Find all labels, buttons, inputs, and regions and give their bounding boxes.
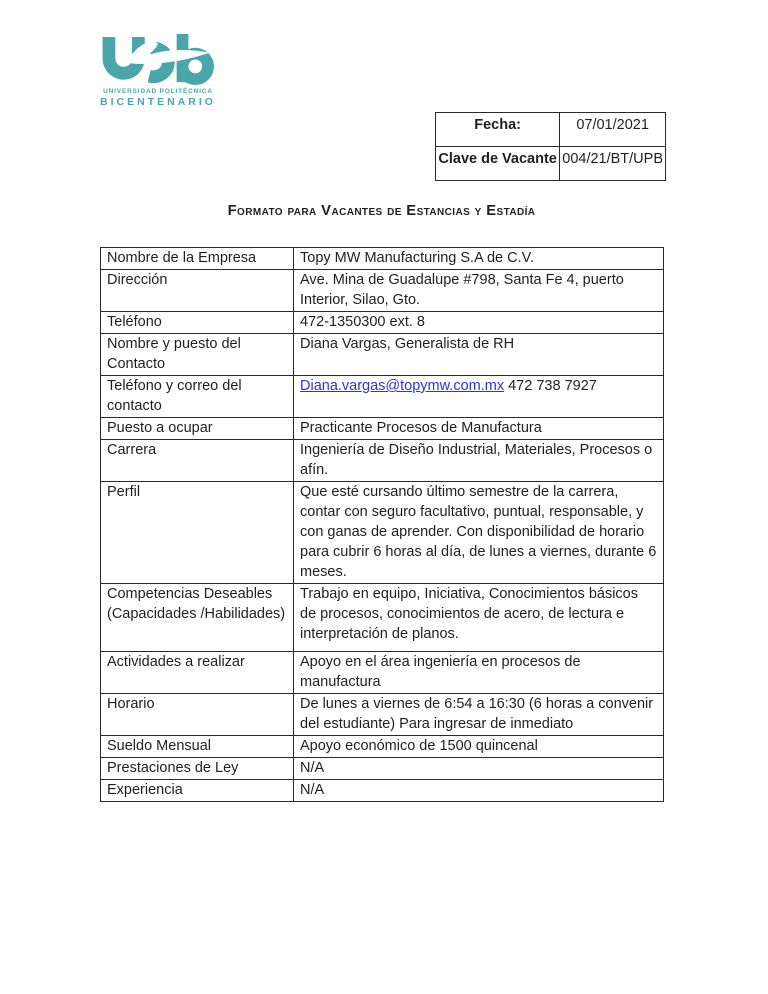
table-row xyxy=(101,334,664,376)
row-value: N/A xyxy=(294,758,664,780)
row-value: Practicante Procesos de Manufactura xyxy=(294,418,664,440)
row-label: Teléfono y correo del contacto xyxy=(101,376,294,418)
row-label: Nombre y puesto del Contacto xyxy=(101,334,294,376)
table-row xyxy=(101,780,664,802)
row-value: Topy MW Manufacturing S.A de C.V. xyxy=(294,248,664,270)
row-label: Actividades a realizar xyxy=(101,652,294,694)
row-value: Ingeniería de Diseño Industrial, Materiales, Procesos o afín. xyxy=(294,440,664,482)
row-label: Nombre de la Empresa xyxy=(101,248,294,270)
table-row xyxy=(101,248,664,270)
page-title: Formato para Vacantes de Estancias y Estadía xyxy=(227,203,536,219)
logo-university-name: UNIVERSIDAD POLITÉCNICA xyxy=(103,88,213,95)
row-label: Horario xyxy=(101,694,294,736)
row-value: De lunes a viernes de 6:54 a 16:30 (6 horas a convenir del estudiante) Para ingresar de inmediato xyxy=(294,694,664,736)
upb-logo-icon xyxy=(99,34,217,87)
row-value: Diana Vargas, Generalista de RH xyxy=(294,334,664,376)
row-value: Apoyo en el área ingeniería en procesos de manufactura xyxy=(294,652,664,694)
fecha-label: Fecha: xyxy=(436,113,560,147)
clave-label: Clave de Vacante xyxy=(436,147,560,181)
contact-phone: 472 738 7927 xyxy=(504,378,597,394)
row-value: Apoyo económico de 1500 quincenal xyxy=(294,736,664,758)
clave-value: 004/21/BT/UPB xyxy=(560,147,666,181)
row-value: 472-1350300 ext. 8 xyxy=(294,312,664,334)
table-row xyxy=(101,270,664,312)
table-row xyxy=(101,418,664,440)
date-key-table xyxy=(435,112,666,181)
row-label: Carrera xyxy=(101,440,294,482)
contact-email-link[interactable]: Diana.vargas@topymw.com.mx xyxy=(300,378,505,394)
row-label: Dirección xyxy=(101,270,294,312)
row-value: Que esté cursando último semestre de la carrera, contar con seguro facultativo, puntual, responsable, y con ganas de aprender. Con disponibilidad de horario para cubrir 6 horas al día, de lunes a viernes, durante 6 meses. xyxy=(294,482,664,584)
table-row xyxy=(436,147,666,181)
table-row xyxy=(101,440,664,482)
row-label: Experiencia xyxy=(101,780,294,802)
vacancy-table xyxy=(100,247,664,802)
row-label: Competencias Deseables (Capacidades /Habilidades) xyxy=(101,584,294,652)
row-value: Ave. Mina de Guadalupe #798, Santa Fe 4, puerto Interior, Silao, Gto. xyxy=(294,270,664,312)
row-label: Puesto a ocupar xyxy=(101,418,294,440)
university-logo xyxy=(96,34,220,108)
row-value: N/A xyxy=(294,780,664,802)
table-row xyxy=(101,652,664,694)
table-row xyxy=(101,482,664,584)
table-row xyxy=(101,376,664,418)
table-row xyxy=(101,694,664,736)
table-row xyxy=(101,736,664,758)
row-value xyxy=(294,376,664,418)
row-label: Prestaciones de Ley xyxy=(101,758,294,780)
logo-bicentenario: BICENTENARIO xyxy=(100,96,216,108)
fecha-value: 07/01/2021 xyxy=(560,113,666,147)
table-row xyxy=(101,758,664,780)
row-value: Trabajo en equipo, Iniciativa, Conocimientos básicos de procesos, conocimientos de acero, de lectura e interpretación de planos. xyxy=(294,584,664,652)
table-row xyxy=(101,312,664,334)
row-label: Teléfono xyxy=(101,312,294,334)
row-label: Sueldo Mensual xyxy=(101,736,294,758)
table-row xyxy=(436,113,666,147)
row-label: Perfil xyxy=(101,482,294,584)
table-row xyxy=(101,584,664,652)
